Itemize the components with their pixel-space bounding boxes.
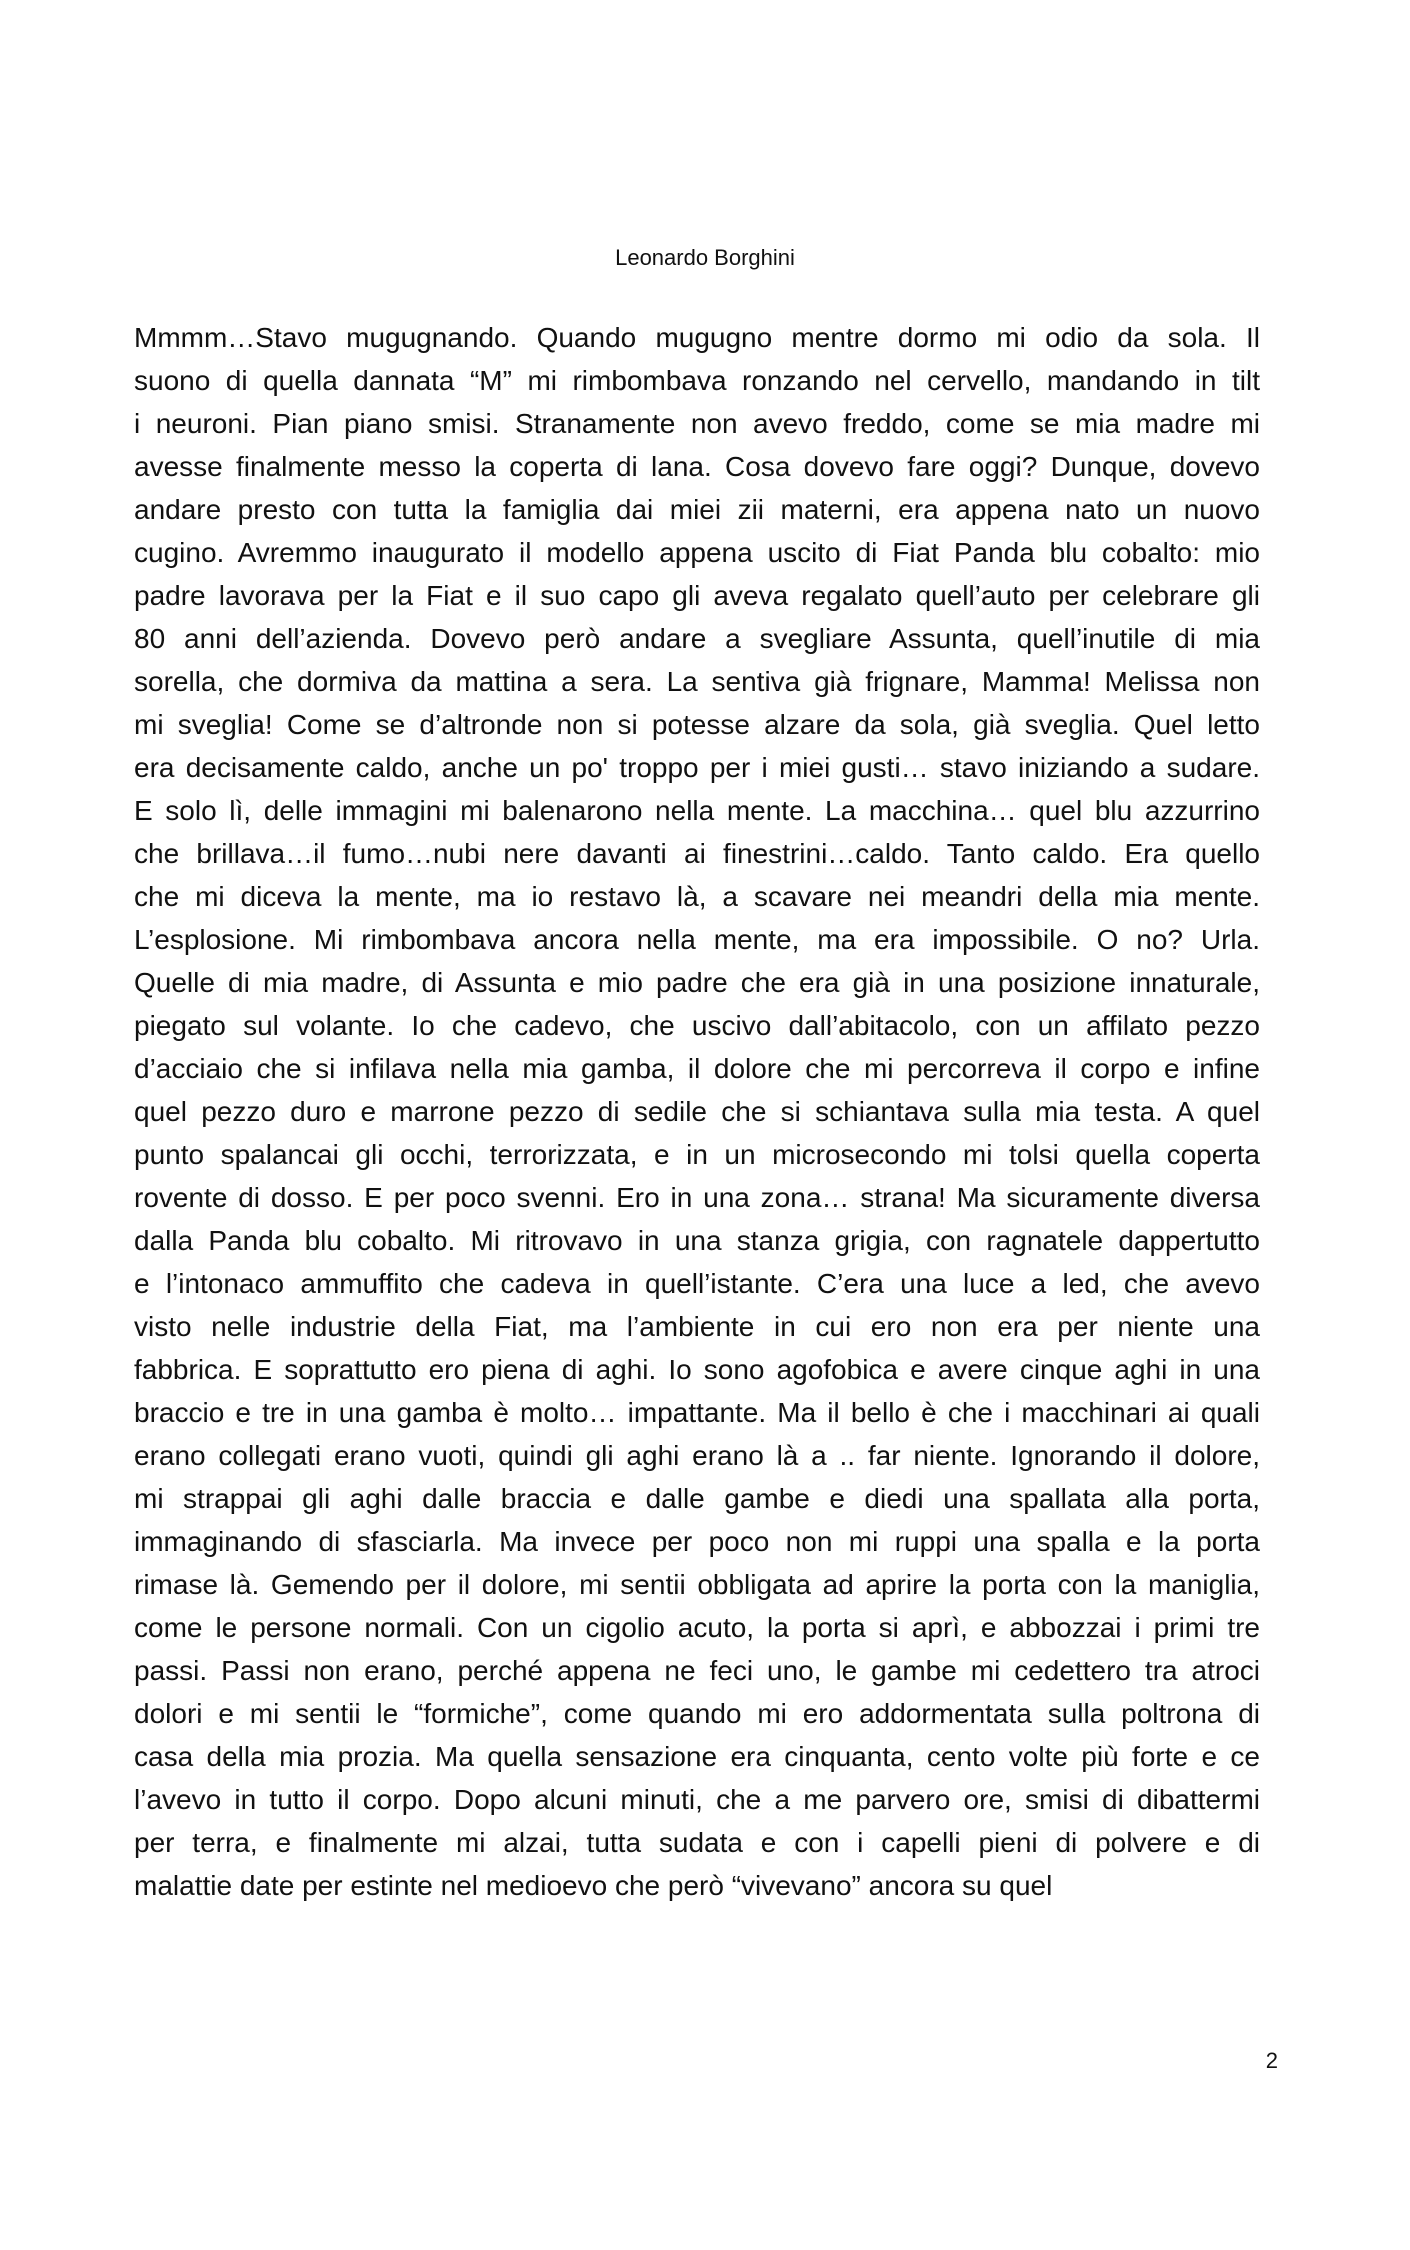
text-line: braccio e tre in una gamba è molto… impattante. Ma il bello è che i macchinari ai quali (134, 1397, 1260, 1428)
text-line: casa della mia prozia. Ma quella sensazione era cinquanta, cento volte più forte e ce (134, 1741, 1260, 1772)
body-text (134, 316, 1260, 1907)
text-line: quel pezzo duro e marrone pezzo di sedile che si schiantava sulla mia testa. A quel (134, 1096, 1260, 1127)
text-line: dolori e mi sentii le “formiche”, come quando mi ero addormentata sulla poltrona di (134, 1698, 1260, 1729)
text-line: punto spalancai gli occhi, terrorizzata, e in un microsecondo mi tolsi quella coperta (134, 1139, 1260, 1170)
text-line: per terra, e finalmente mi alzai, tutta sudata e con i capelli pieni di polvere e di (134, 1827, 1260, 1858)
text-line: Mmmm…Stavo mugugnando. Quando mugugno mentre dormo mi odio da sola. Il (134, 322, 1260, 353)
text-line: era decisamente caldo, anche un po' troppo per i miei gusti… stavo iniziando a sudare. (134, 752, 1260, 783)
text-line: suono di quella dannata “M” mi rimbombava ronzando nel cervello, mandando in tilt (134, 365, 1260, 396)
text-line: immaginando di sfasciarla. Ma invece per poco non mi ruppi una spalla e la porta (134, 1526, 1260, 1557)
text-line: padre lavorava per la Fiat e il suo capo gli aveva regalato quell’auto per celebrare gli (134, 580, 1260, 611)
text-line: fabbrica. E soprattutto ero piena di aghi. Io sono agofobica e avere cinque aghi in una (134, 1354, 1260, 1385)
page-number: 2 (1265, 2048, 1278, 2073)
text-line: 80 anni dell’azienda. Dovevo però andare a svegliare Assunta, quell’inutile di mia (134, 623, 1260, 654)
text-line: Quelle di mia madre, di Assunta e mio padre che era già in una posizione innaturale, (134, 967, 1260, 998)
text-line: cugino. Avremmo inaugurato il modello appena uscito di Fiat Panda blu cobalto: mio (134, 537, 1260, 568)
text-line: che brillava…il fumo…nubi nere davanti ai finestrini…caldo. Tanto caldo. Era quello (134, 838, 1260, 869)
text-line: L’esplosione. Mi rimbombava ancora nella mente, ma era impossibile. O no? Urla. (134, 924, 1260, 955)
text-line: avesse finalmente messo la coperta di lana. Cosa dovevo fare oggi? Dunque, dovevo (134, 451, 1260, 482)
text-line: erano collegati erano vuoti, quindi gli aghi erano là a .. far niente. Ignorando il dolore, (134, 1440, 1260, 1471)
text-line: rimase là. Gemendo per il dolore, mi sentii obbligata ad aprire la porta con la maniglia, (134, 1569, 1260, 1600)
text-line: i neuroni. Pian piano smisi. Stranamente non avevo freddo, come se mia madre mi (134, 408, 1260, 439)
text-line: mi sveglia! Come se d’altronde non si potesse alzare da sola, già sveglia. Quel letto (134, 709, 1260, 740)
text-line: passi. Passi non erano, perché appena ne feci uno, le gambe mi cedettero tra atroci (134, 1655, 1260, 1686)
text-line: come le persone normali. Con un cigolio acuto, la porta si aprì, e abbozzai i primi tre (134, 1612, 1260, 1643)
text-line: visto nelle industrie della Fiat, ma l’ambiente in cui ero non era per niente una (134, 1311, 1260, 1342)
text-line: che mi diceva la mente, ma io restavo là, a scavare nei meandri della mia mente. (134, 881, 1260, 912)
text-line: l’avevo in tutto il corpo. Dopo alcuni minuti, che a me parvero ore, smisi di dibattermi (134, 1784, 1260, 1815)
text-line: piegato sul volante. Io che cadevo, che uscivo dall’abitacolo, con un affilato pezzo (134, 1010, 1260, 1041)
text-line: E solo lì, delle immagini mi balenarono nella mente. La macchina… quel blu azzurrino (134, 795, 1260, 826)
page-header-author: Leonardo Borghini (615, 245, 795, 270)
text-line: andare presto con tutta la famiglia dai miei zii materni, era appena nato un nuovo (134, 494, 1260, 525)
text-line: sorella, che dormiva da mattina a sera. La sentiva già frignare, Mamma! Melissa non (134, 666, 1260, 697)
text-line: dalla Panda blu cobalto. Mi ritrovavo in una stanza grigia, con ragnatele dappertutto (134, 1225, 1260, 1256)
text-line: e l’intonaco ammuffito che cadeva in quell’istante. C’era una luce a led, che avevo (134, 1268, 1260, 1299)
text-line: mi strappai gli aghi dalle braccia e dalle gambe e diedi una spallata alla porta, (134, 1483, 1260, 1514)
text-line: rovente di dosso. E per poco svenni. Ero in una zona… strana! Ma sicuramente diversa (134, 1182, 1260, 1213)
text-line: d’acciaio che si infilava nella mia gamba, il dolore che mi percorreva il corpo e infine (134, 1053, 1260, 1084)
text-line: malattie date per estinte nel medioevo che però “vivevano” ancora su quel (134, 1870, 1053, 1901)
